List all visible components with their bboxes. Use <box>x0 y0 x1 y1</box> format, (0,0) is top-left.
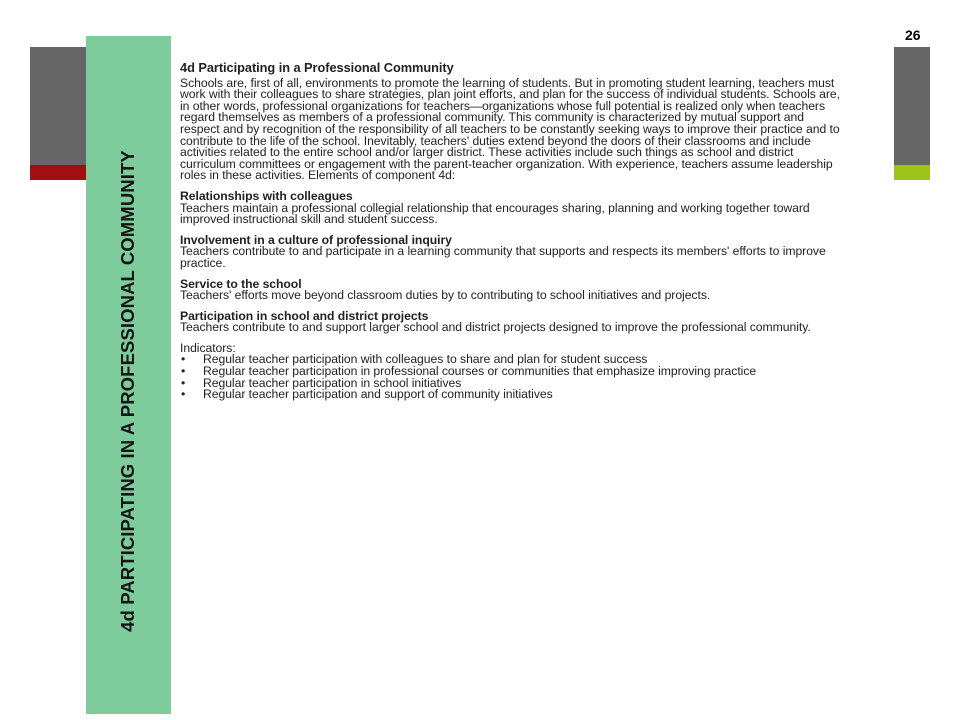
decorative-green-bar-right <box>894 165 930 180</box>
section-professional-inquiry <box>180 232 846 270</box>
indicator-text: Regular teacher participation in school initiatives <box>203 375 462 390</box>
indicator-text: Regular teacher participation with colleagues to share and plan for student success <box>203 352 648 367</box>
section-title: Involvement in a culture of professional inquiry <box>180 232 452 247</box>
list-item <box>180 389 846 401</box>
document-heading: 4d Participating in a Professional Community <box>180 60 454 75</box>
sidebar-title: 4d PARTICIPATING IN A PROFESSIONAL COMMUNITY <box>117 150 138 632</box>
bullet-icon: • <box>181 387 186 402</box>
bullet-icon: • <box>181 352 186 367</box>
section-title: Relationships with colleagues <box>180 188 353 203</box>
indicator-list <box>180 354 846 400</box>
document-body <box>180 62 846 401</box>
decorative-gray-bar-left <box>30 47 88 165</box>
intro-paragraph: Schools are, first of all, environments to promote the learning of students. But in promoting student learning, teachers must work with their colleagues to share strategies, plan joint efforts, and plan for the success of individual students. Schools are, in other words, professional organizations for teachers—organizations whose full potential is realized only when teachers regard themselves as members of a professional community. This community is characterized by mutual support and respect and by recognition of the responsibility of all teachers to be constantly seeking ways to improve their practice and to contribute to the life of the school. Inevitably, teachers' duties extend beyond the doors of their classrooms and include activities related to the entire school and/or larger district. These activities include such things as school and district curriculum committees or engagement with the parent-teacher organization. With experience, teachers assume leadership roles in these activities. Elements of component 4d: <box>180 75 840 183</box>
section-body: Teachers' efforts move beyond classroom duties by to contributing to school initiatives and projects. <box>180 288 711 303</box>
section-body: Teachers contribute to and participate in a learning community that supports and respects its members' efforts to improve practice. <box>180 244 826 270</box>
section-service-to-school <box>180 276 846 303</box>
decorative-gray-bar-right <box>894 47 930 165</box>
decorative-red-bar-left <box>30 165 88 180</box>
page-number: 26 <box>905 27 921 43</box>
section-relationships <box>180 188 846 227</box>
indicator-text: Regular teacher participation and support of community initiatives <box>203 387 553 402</box>
indicators-label: Indicators: <box>180 340 236 355</box>
section-district-projects <box>180 308 846 335</box>
sidebar-band <box>86 36 171 714</box>
section-body: Teachers contribute to and support larger school and district projects designed to improve the professional community. <box>180 320 811 335</box>
section-title: Participation in school and district projects <box>180 308 429 323</box>
bullet-icon: • <box>181 364 186 379</box>
bullet-icon: • <box>181 375 186 390</box>
section-title: Service to the school <box>180 276 302 291</box>
indicator-text: Regular teacher participation in professional courses or communities that emphasize improving practice <box>203 364 757 379</box>
section-body: Teachers maintain a professional collegial relationship that encourages sharing, planning and working together toward improved instructional skill and student success. <box>180 200 810 227</box>
